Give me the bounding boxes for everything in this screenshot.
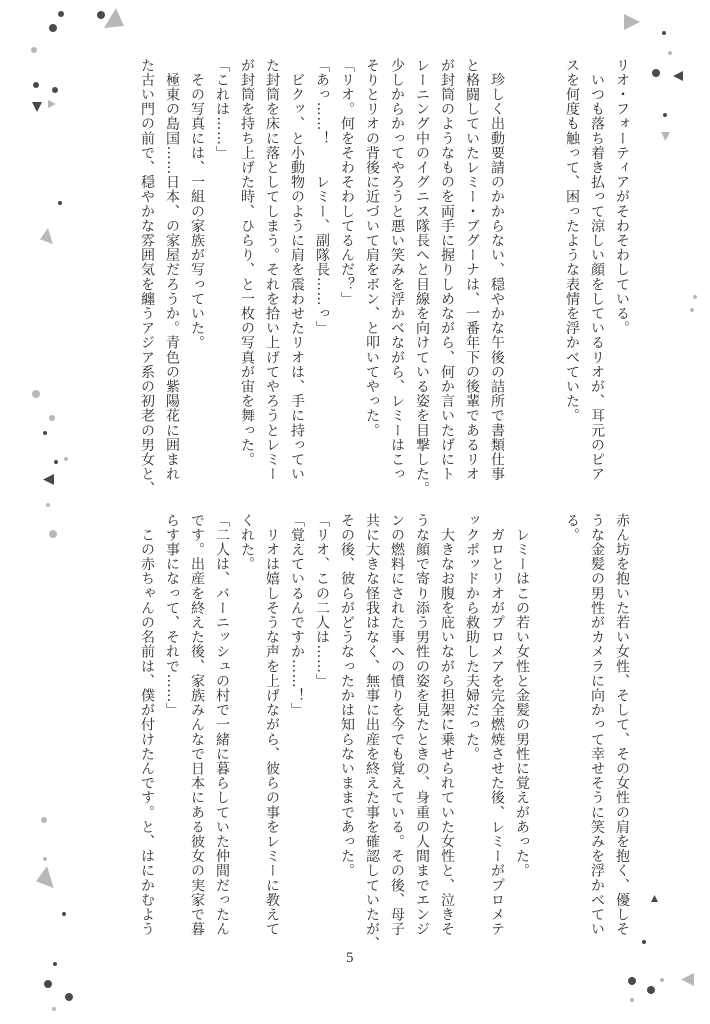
dot-icon [41, 817, 47, 823]
dot-icon [54, 460, 58, 464]
text-column: いつも落ち着き払って涼しい顔をしているリオが、耳元のピア [589, 58, 605, 482]
dot-icon [647, 986, 655, 994]
triangle-icon [104, 8, 124, 28]
triangle-icon [36, 866, 58, 888]
triangle-icon [624, 14, 640, 30]
dot-icon [652, 69, 660, 77]
triangle-icon [651, 895, 658, 902]
dot-icon [58, 11, 64, 17]
triangle-icon [673, 71, 683, 81]
dot-icon [64, 457, 68, 461]
text-column: ガロとリオがプロメアを完全燃焼させた後、レミーがプロメテ [489, 513, 505, 937]
triangle-icon [48, 100, 56, 108]
dot-icon [32, 390, 40, 398]
dot-icon [668, 51, 672, 55]
dot-icon [660, 978, 664, 982]
text-column: 「あっ……！ レミー、副隊長……っ」 [314, 58, 330, 336]
text-column: そりとリオの背後に近づいて肩をボン、と叩いてやった。 [364, 58, 380, 438]
dot-icon [49, 530, 57, 538]
text-column: この赤ちゃんの名前は、僕が付けたんです。と、はにかむよう [139, 513, 155, 937]
dot-icon [44, 980, 52, 988]
dot-icon [663, 113, 667, 117]
triangle-icon [43, 474, 54, 485]
text-column: 大きなお腹を庇いながら担架に乗せられていた女性と、泣きそ [439, 513, 455, 937]
text-column: らす事になって、それで……」 [164, 513, 180, 718]
text-column: と格闘していたレミー・ブグーナは、一番年下の後輩であるリオ [464, 58, 480, 482]
text-column: た古い門の前で、穏やかな雰囲気を纏うアジア系の初老の男女と、 [139, 58, 155, 496]
text-column: 「これは……」 [214, 58, 230, 161]
dot-icon [62, 912, 66, 916]
text-column: スを何度も触って、困ったような表情を浮かべていた。 [564, 58, 580, 423]
text-column: 少しからかってやろうと悪い笑みを浮かべながら、レミーはこっ [389, 58, 405, 482]
text-column: 「覚えているんですか……！」 [289, 513, 305, 718]
dot-icon [630, 998, 634, 1002]
dot-icon [49, 415, 55, 421]
dot-icon [65, 993, 73, 1001]
text-column: リオ・フォーティアがそわそわしている。 [614, 58, 630, 336]
text-column: ビクッ、と小動物のように肩を震わせたリオは、手に持ってい [289, 58, 305, 482]
dot-icon [58, 201, 62, 205]
text-column: が封筒のようなものを両手に握りしめながら、何か言いたげにト [439, 58, 455, 482]
dot-icon [693, 295, 697, 299]
dot-icon [52, 1007, 56, 1011]
text-column: です。出産を終えた後、家族みんなで日本にある彼女の実家で暮 [189, 513, 205, 937]
dot-icon [31, 47, 37, 53]
dot-icon [49, 24, 57, 32]
text-column: その写真には、一組の家族が写っていた。 [189, 58, 205, 350]
text-column: その後、彼らがどうなったかは知らないままであった。 [339, 513, 355, 878]
dot-icon [43, 431, 47, 435]
triangle-icon [681, 973, 694, 986]
text-column: くれた。 [239, 513, 255, 572]
text-column: 「リオ。何をそわそわしてるんだ？」 [339, 58, 355, 307]
dot-icon [43, 857, 47, 861]
text-column: うな顔で寄り添う男性の姿を見たときの、身重の人間までエンジ [414, 513, 430, 937]
triangle-icon [661, 132, 670, 141]
text-column: レミーはこの若い女性と金髪の男性に覚えがあった。 [514, 513, 530, 878]
text-column: た封筒を床に落としてしまう。それを拾い上げてやろうとレミー [264, 58, 280, 482]
triangle-icon [32, 102, 42, 112]
text-column: レーニング中のイグニス隊長へと目線を向けている姿を目撃した。 [414, 58, 430, 496]
dot-icon [53, 962, 57, 966]
dot-icon [690, 308, 694, 312]
text-column: うな金髪の男性がカメラに向かって幸せそうに笑みを浮かべてい [589, 513, 605, 937]
dot-icon [662, 31, 666, 35]
text-column: 「リオ、この二人は……」 [314, 513, 330, 689]
page-number: 5 [346, 950, 354, 966]
text-column: 珍しく出動要請のかからない、穏やかな午後の詰所で書類仕事 [489, 58, 505, 482]
text-column: 赤ん坊を抱いた若い女性、そして、その女性の肩を抱く、優しそ [614, 513, 630, 937]
text-column: ックポッドから救助した夫婦だった。 [464, 513, 480, 762]
dot-icon [46, 503, 50, 507]
dot-icon [33, 82, 39, 88]
text-column: が封筒を持ち上げた時、ひらり、と一枚の写真が宙を舞った。 [239, 58, 255, 467]
dot-icon [628, 977, 636, 985]
dot-icon [642, 940, 646, 944]
text-column: ンの燃料にされた事への憤りを今でも覚えている。その後、母子 [389, 513, 405, 937]
text-column: 共に大きな怪我はなく、無事に出産を終えた事を確認していたが、 [364, 513, 380, 951]
text-column: 「二人は、バーニッシュの村で一緒に暮らしていた仲間だったん [214, 513, 230, 937]
triangle-icon [40, 228, 56, 244]
text-column: リオは嬉しそうな声を上げながら、彼らの事をレミーに教えて [264, 513, 280, 937]
text-column: 極東の島国……日本、の家屋だろうか。青色の紫陽花に囲まれ [164, 58, 180, 482]
text-column: る。 [564, 513, 580, 543]
dot-icon [52, 87, 58, 93]
